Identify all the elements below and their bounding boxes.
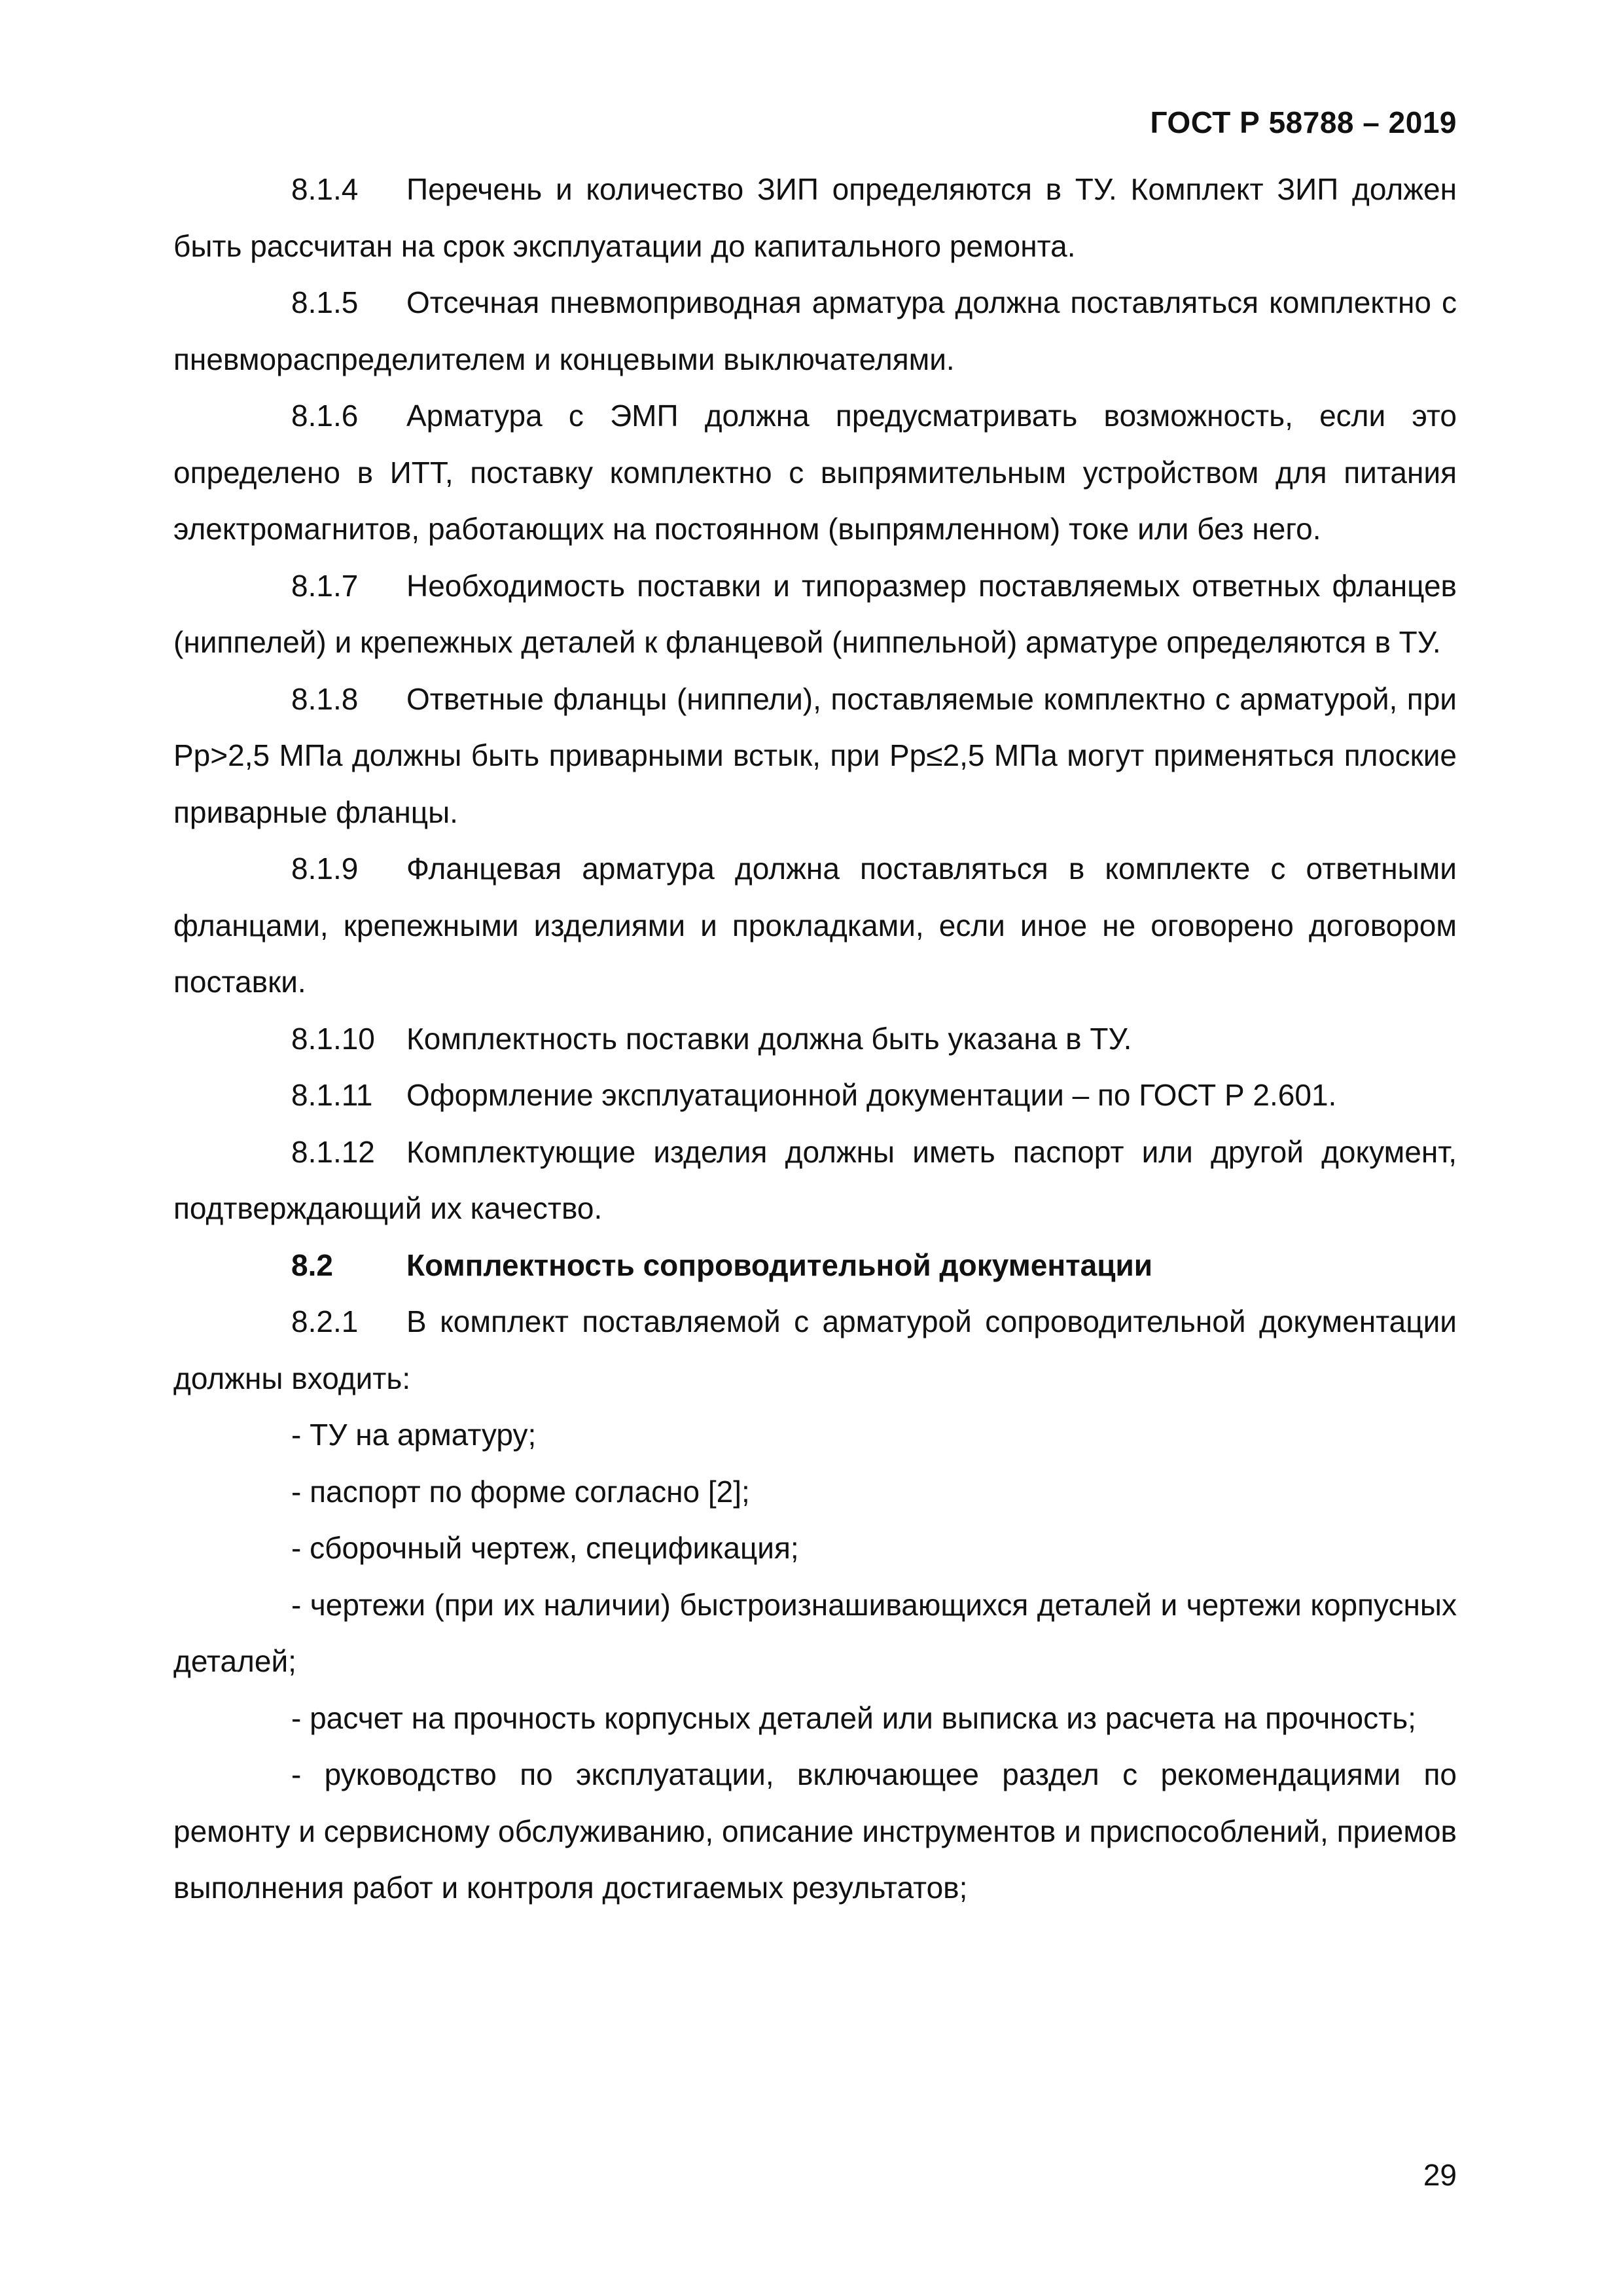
- clause-number: 8.1.8: [291, 681, 359, 716]
- document-code-header: ГОСТ Р 58788 – 2019: [1150, 105, 1457, 139]
- paragraph-8-1-12: [173, 1124, 1457, 1237]
- section-heading-8-2: [173, 1237, 1457, 1294]
- paragraph-8-1-10: [173, 1011, 1457, 1067]
- paragraph-8-1-9: [173, 840, 1457, 1011]
- clause-text: Арматура с ЭМП должна предусматривать возможность, если это определено в ИТТ, поставку комплектно с выпрямительным устройством для питания электромагнитов, работающих на постоянном (выпрямленном) токе или без него.: [173, 399, 1457, 546]
- clause-number: 8.1.4: [291, 172, 359, 206]
- clause-text: Перечень и количество ЗИП определяются в ТУ. Комплект ЗИП должен быть рассчитан на срок эксплуатации до капитального ремонта.: [173, 172, 1457, 263]
- clause-number: 8.1.9: [291, 852, 359, 886]
- paragraph-8-1-5: [173, 274, 1457, 387]
- list-item: - сборочный чертеж, спецификация;: [291, 1531, 799, 1565]
- document-body: [173, 161, 1457, 1916]
- list-item: - руководство по эксплуатации, включающее раздел с рекомендациями по ремонту и сервисному обслуживанию, описание инструментов и приспособлений, приемов выполнения работ и контроля достигаемых результатов;: [173, 1757, 1457, 1905]
- paragraph-8-1-4: [173, 161, 1457, 274]
- list-item: - паспорт по форме согласно [2];: [291, 1474, 750, 1509]
- clause-number: 8.2.1: [291, 1304, 359, 1338]
- clause-text: Фланцевая арматура должна поставляться в комплекте с ответными фланцами, крепежными изделиями и прокладками, если иное не оговорено договором поставки.: [173, 852, 1457, 999]
- list-item: - чертежи (при их наличии) быстроизнашивающихся деталей и чертежи корпусных деталей;: [173, 1587, 1457, 1678]
- paragraph-8-2-1: [173, 1293, 1457, 1407]
- clause-number: 8.1.5: [291, 285, 359, 319]
- clause-number: 8.1.6: [291, 399, 359, 433]
- paragraph-8-1-6: [173, 387, 1457, 558]
- clause-text: Отсечная пневмоприводная арматура должна поставляться комплектно с пневмораспределителем и концевыми выключателями.: [173, 285, 1457, 376]
- clause-text: В комплект поставляемой с арматурой сопроводительной документации должны входить:: [173, 1304, 1457, 1395]
- list-item: - расчет на прочность корпусных деталей или выписка из расчета на прочность;: [291, 1700, 1416, 1735]
- paragraph-8-1-11: [173, 1067, 1457, 1124]
- clause-text: Комплектующие изделия должны иметь паспорт или другой документ, подтверждающий их качество.: [173, 1134, 1457, 1225]
- page-number: 29: [1423, 2158, 1457, 2192]
- clause-number: 8.1.10: [291, 1021, 375, 1056]
- section-number: 8.2: [291, 1247, 333, 1282]
- clause-text: Комплектность поставки должна быть указана в ТУ.: [406, 1021, 1132, 1056]
- paragraph-8-1-7: [173, 558, 1457, 671]
- clause-text: Ответные фланцы (ниппели), поставляемые комплектно с арматурой, при Рр>2,5 МПа должны быть приварными встык, при Рр≤2,5 МПа могут применяться плоские приварные фланцы.: [173, 681, 1457, 829]
- clause-text: Оформление эксплуатационной документации – по ГОСТ Р 2.601.: [406, 1078, 1337, 1112]
- section-title: Комплектность сопроводительной документации: [406, 1247, 1153, 1282]
- paragraph-8-1-8: [173, 671, 1457, 841]
- list-item: - ТУ на арматуру;: [291, 1418, 537, 1452]
- clause-number: 8.1.7: [291, 568, 359, 603]
- clause-number: 8.1.12: [291, 1134, 375, 1169]
- clause-number: 8.1.11: [291, 1078, 373, 1112]
- clause-text: Необходимость поставки и типоразмер поставляемых ответных фланцев (ниппелей) и крепежных деталей к фланцевой (ниппельной) арматуре определяются в ТУ.: [173, 568, 1457, 659]
